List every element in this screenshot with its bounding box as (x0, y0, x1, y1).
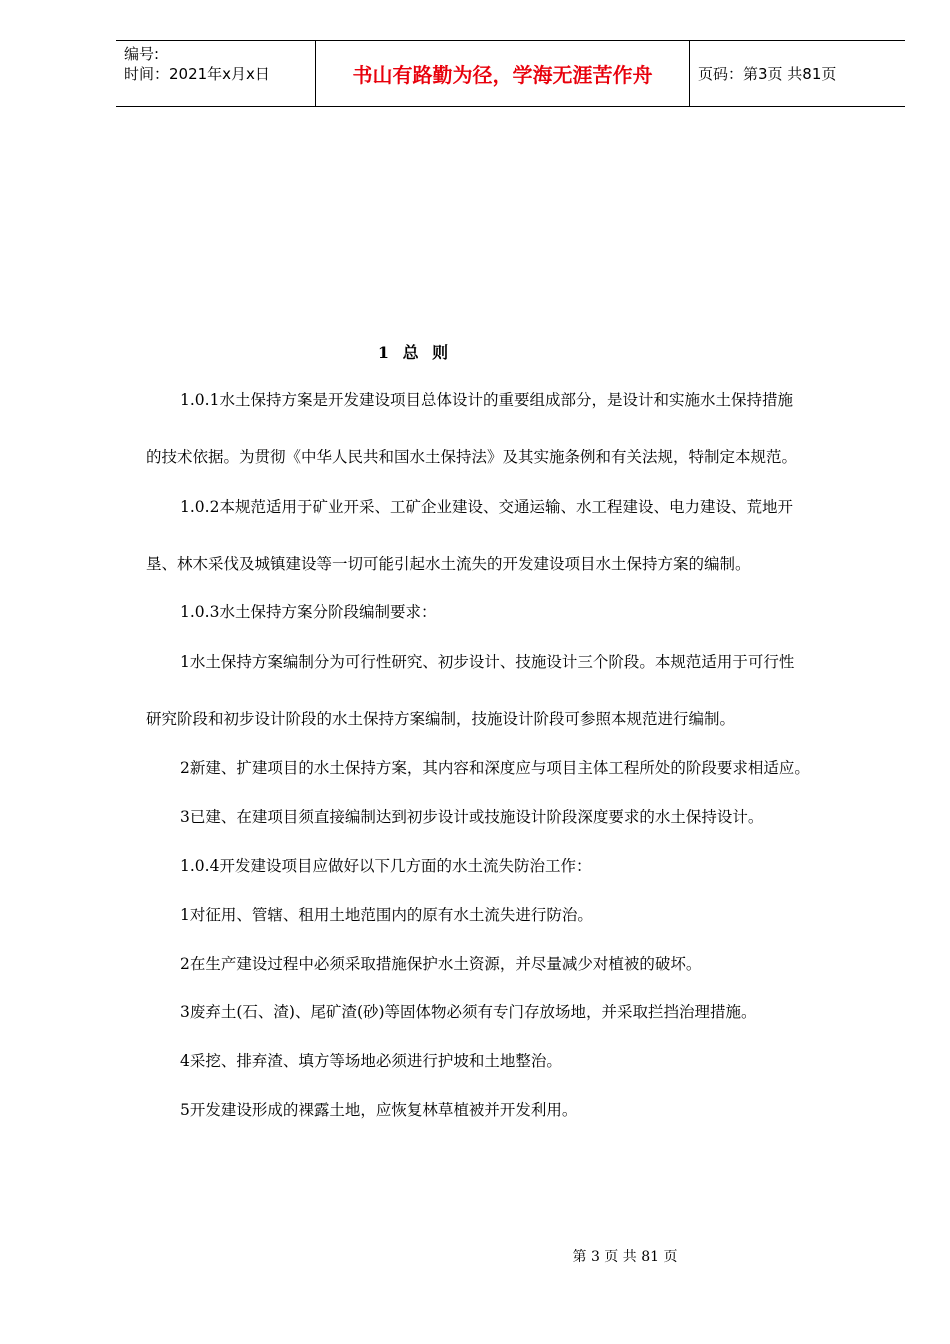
header-motto: 书山有路勤为径，学海无涯苦作舟 (316, 41, 690, 106)
paragraph-line: 垦、林木采伐及城镇建设等一切可能引起水土流失的开发建设项目水土保持方案的编制。 (146, 555, 751, 573)
paragraph-line: 3废弃土(石、渣)、尾矿渣(砂)等固体物必须有专门存放场地，并采取拦挡治理措施。 (180, 1003, 757, 1021)
paragraph-line: 2在生产建设过程中必须采取措施保护水土资源，并尽量减少对植被的破坏。 (180, 955, 702, 973)
paragraph-line: 1.0.4开发建设项目应做好以下几方面的水土流失防治工作： (180, 857, 592, 875)
time-label: 时间：2021年x月x日 (124, 65, 270, 83)
paragraph-line: 4采挖、排弃渣、填方等场地必须进行护坡和土地整治。 (180, 1052, 562, 1070)
page-footer: 第 3 页 共 81 页 (572, 1249, 678, 1265)
header-meta (116, 41, 316, 106)
header-page-info: 页码：第3页 共81页 (698, 65, 837, 83)
paragraph-line: 1对征用、管辖、租用土地范围内的原有水土流失进行防治。 (180, 906, 593, 924)
page-header (116, 40, 905, 107)
paragraph-line: 3已建、在建项目须直接编制达到初步设计或技施设计阶段深度要求的水土保持设计。 (180, 808, 764, 826)
paragraph-line: 的技术依据。为贯彻《中华人民共和国水土保持法》及其实施条例和有关法规，特制定本规范。 (146, 448, 798, 466)
paragraph-line: 研究阶段和初步设计阶段的水土保持方案编制，技施设计阶段可参照本规范进行编制。 (146, 710, 736, 728)
paragraph-line: 1.0.3水土保持方案分阶段编制要求： (180, 603, 437, 621)
number-label: 编号: (124, 45, 160, 63)
paragraph-line: 5开发建设形成的裸露土地，应恢复林草植被并开发利用。 (180, 1101, 578, 1119)
paragraph-line: 1.0.2本规范适用于矿业开采、工矿企业建设、交通运输、水工程建设、电力建设、荒地开 (180, 498, 793, 516)
paragraph-line: 1.0.1水土保持方案是开发建设项目总体设计的重要组成部分，是设计和实施水土保持措施 (180, 391, 793, 409)
paragraph-line: 2新建、扩建项目的水土保持方案，其内容和深度应与项目主体工程所处的阶段要求相适应。 (180, 759, 810, 777)
section-heading: 1 总 则 (377, 343, 453, 362)
paragraph-line: 1水土保持方案编制分为可行性研究、初步设计、技施设计三个阶段。本规范适用于可行性 (180, 653, 795, 671)
